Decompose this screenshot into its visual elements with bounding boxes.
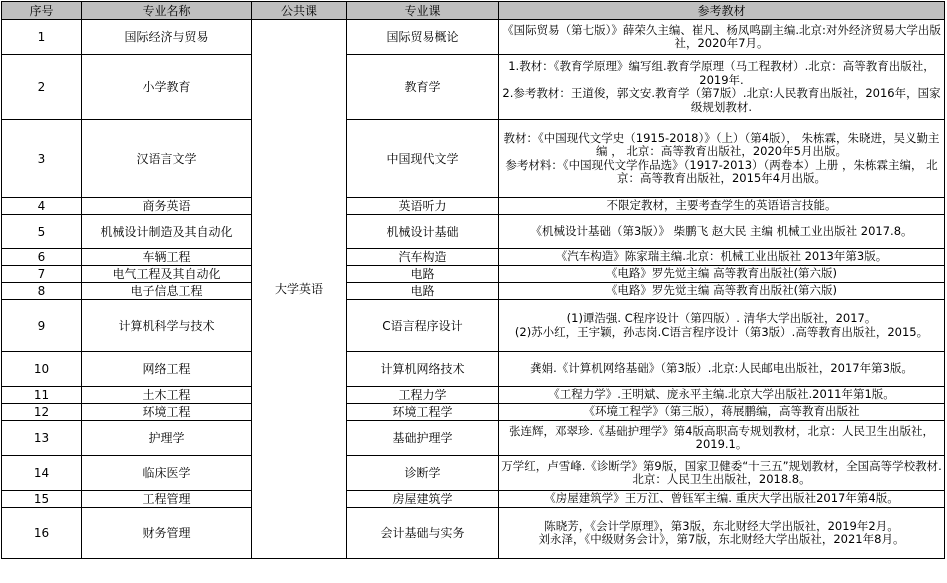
table-row bbox=[2, 300, 945, 352]
major-name: 国际经济与贸易 bbox=[82, 20, 252, 55]
reference-textbooks bbox=[499, 198, 945, 215]
table-row bbox=[2, 491, 945, 508]
course-name: 基础护理学 bbox=[347, 421, 499, 456]
row-number: 15 bbox=[2, 491, 82, 508]
major-name: 小学教育 bbox=[82, 55, 252, 120]
row-number: 2 bbox=[2, 55, 82, 120]
reference-textbooks bbox=[499, 421, 945, 456]
row-number: 7 bbox=[2, 266, 82, 283]
row-number: 8 bbox=[2, 283, 82, 300]
table-row bbox=[2, 249, 945, 266]
table-row bbox=[2, 508, 945, 559]
table-row bbox=[2, 266, 945, 283]
header-no: 序号 bbox=[2, 2, 82, 20]
major-name: 临床医学 bbox=[82, 456, 252, 491]
course-name: 机械设计基础 bbox=[347, 215, 499, 249]
header-row bbox=[2, 2, 945, 20]
reference-textbooks bbox=[499, 387, 945, 404]
reference-item: 2.参考教材：王道俊，郭文安.教育学（第7版）.北京:人民教育出版社，2016年，国家级规划教材. bbox=[502, 86, 941, 114]
major-name: 网络工程 bbox=[82, 352, 252, 387]
course-name: 环境工程学 bbox=[347, 404, 499, 421]
reference-textbooks bbox=[499, 266, 945, 283]
major-name: 汉语言文学 bbox=[82, 120, 252, 198]
course-name: 工程力学 bbox=[347, 387, 499, 404]
reference-item: 1.教材：《教育学原理》编写组.教育学原理（马工程教材）.北京：高等教育出版社，2019年. bbox=[508, 59, 935, 87]
reference-item: 陈晓芳，《会计学原理》，第3版，东北财经大学出版社，2019年2月。 bbox=[544, 518, 899, 533]
reference-item: (1)谭浩强. C程序设计（第四版）. 清华大学出版社，2017。 bbox=[566, 311, 877, 325]
table-row bbox=[2, 55, 945, 120]
reference-item: 参考材料：《中国现代文学作品选》（1917-2013）（两卷本）上册 ，朱栋霖主编， 北京：高等教育出版社，2015年4月出版。 bbox=[505, 157, 938, 185]
reference-item: 《机械设计基础（第3版）》 柴鹏飞 赵大民 主编 机械工业出版社 2017.8。 bbox=[530, 223, 913, 238]
major-name: 计算机科学与技术 bbox=[82, 300, 252, 352]
course-name: 房屋建筑学 bbox=[347, 491, 499, 508]
course-name: 汽车构造 bbox=[347, 249, 499, 266]
reference-item: 万学红，卢雪峰.《诊断学》第9版，国家卫健委“十三五”规划教材，全国高等学校教材.北京：人民卫生出版社，2018.8。 bbox=[501, 458, 942, 486]
course-name: 教育学 bbox=[347, 55, 499, 120]
row-number: 5 bbox=[2, 215, 82, 249]
reference-item: 不限定教材，主要考查学生的英语语言技能。 bbox=[606, 198, 837, 213]
course-name: 诊断学 bbox=[347, 456, 499, 491]
course-name: 电路 bbox=[347, 266, 499, 283]
row-number: 10 bbox=[2, 352, 82, 387]
reference-textbooks bbox=[499, 249, 945, 266]
table-row bbox=[2, 198, 945, 215]
reference-textbooks bbox=[499, 300, 945, 352]
major-name: 环境工程 bbox=[82, 404, 252, 421]
table-row bbox=[2, 404, 945, 421]
reference-item: 《工程力学》.王明斌、庞永平主编.北京大学出版社.2011年第1版。 bbox=[548, 387, 895, 402]
row-number: 11 bbox=[2, 387, 82, 404]
major-name: 土木工程 bbox=[82, 387, 252, 404]
table-row bbox=[2, 120, 945, 198]
course-name: 会计基础与实务 bbox=[347, 508, 499, 559]
row-number: 3 bbox=[2, 120, 82, 198]
reference-item: 《汽车构造》陈家瑞主编.北京：机械工业出版社 2013年第3版。 bbox=[555, 249, 888, 264]
table-body bbox=[2, 2, 945, 559]
table-row bbox=[2, 352, 945, 387]
table-row bbox=[2, 387, 945, 404]
course-name: 国际贸易概论 bbox=[347, 20, 499, 55]
major-name: 车辆工程 bbox=[82, 249, 252, 266]
reference-item: 《电路》罗先觉主编 高等教育出版社(第六版) bbox=[605, 266, 838, 281]
reference-textbooks bbox=[499, 508, 945, 559]
major-name: 电子信息工程 bbox=[82, 283, 252, 300]
row-number: 9 bbox=[2, 300, 82, 352]
reference-item: 张连辉，邓翠珍.《基础护理学》第4版高职高专规划教材，北京：人民卫生出版社，2019.1。 bbox=[509, 423, 934, 451]
table-row bbox=[2, 421, 945, 456]
row-number: 13 bbox=[2, 421, 82, 456]
row-number: 1 bbox=[2, 20, 82, 55]
row-number: 12 bbox=[2, 404, 82, 421]
reference-textbooks bbox=[499, 120, 945, 198]
public-course: 大学英语 bbox=[252, 20, 347, 559]
reference-item: 刘永泽，《中级财务会计》，第7版，东北财经大学出版社，2021年8月。 bbox=[538, 532, 905, 546]
header-references: 参考教材 bbox=[499, 2, 945, 20]
major-name: 工程管理 bbox=[82, 491, 252, 508]
reference-item: (2)苏小红，王宇颖，孙志岗.C语言程序设计（第3版）.高等教育出版社，2015。 bbox=[514, 324, 929, 339]
major-name: 机械设计制造及其自动化 bbox=[82, 215, 252, 249]
reference-textbooks bbox=[499, 283, 945, 300]
reference-item: 《电路》罗先觉主编 高等教育出版社(第六版) bbox=[605, 283, 838, 298]
course-name: 中国现代文学 bbox=[347, 120, 499, 198]
reference-textbooks bbox=[499, 404, 945, 421]
major-name: 电气工程及其自动化 bbox=[82, 266, 252, 283]
reference-textbooks bbox=[499, 55, 945, 120]
reference-textbooks bbox=[499, 352, 945, 387]
course-name: 计算机网络技术 bbox=[347, 352, 499, 387]
header-public-course: 公共课 bbox=[252, 2, 347, 20]
table-row bbox=[2, 20, 945, 55]
reference-textbooks bbox=[499, 456, 945, 491]
table-row bbox=[2, 283, 945, 300]
reference-item: 龚娟.《计算机网络基础》（第3版）.北京:人民邮电出版社，2017年第3版。 bbox=[530, 361, 913, 376]
course-name: 电路 bbox=[347, 283, 499, 300]
row-number: 6 bbox=[2, 249, 82, 266]
reference-textbooks bbox=[499, 215, 945, 249]
course-name: C语言程序设计 bbox=[347, 300, 499, 352]
major-name: 财务管理 bbox=[82, 508, 252, 559]
reference-textbooks bbox=[499, 20, 945, 55]
reference-item: 《国际贸易（第七版）》薛荣久主编、崔凡、杨凤鸣副主编.北京:对外经济贸易大学出版社，2020年7月。 bbox=[502, 22, 941, 50]
header-major: 专业名称 bbox=[82, 2, 252, 20]
row-number: 4 bbox=[2, 198, 82, 215]
reference-textbooks bbox=[499, 491, 945, 508]
textbook-table bbox=[1, 1, 945, 559]
course-name: 英语听力 bbox=[347, 198, 499, 215]
header-course: 专业课 bbox=[347, 2, 499, 20]
table-row bbox=[2, 456, 945, 491]
major-name: 护理学 bbox=[82, 421, 252, 456]
row-number: 14 bbox=[2, 456, 82, 491]
reference-item: 《环境工程学》（第三版），蒋展鹏编，高等教育出版社 bbox=[583, 404, 860, 419]
row-number: 16 bbox=[2, 508, 82, 559]
major-name: 商务英语 bbox=[82, 198, 252, 215]
reference-item: 教材：《中国现代文学史（1915-2018）》（上）（第4版）， 朱栋霖，朱晓进，吴义勤主编 ， 北京：高等教育出版社，2020年5月出版。 bbox=[503, 130, 940, 158]
reference-item: 《房屋建筑学》王万江、曾钰军主编. 重庆大学出版社2017年第4版。 bbox=[544, 491, 899, 506]
table-row bbox=[2, 215, 945, 249]
